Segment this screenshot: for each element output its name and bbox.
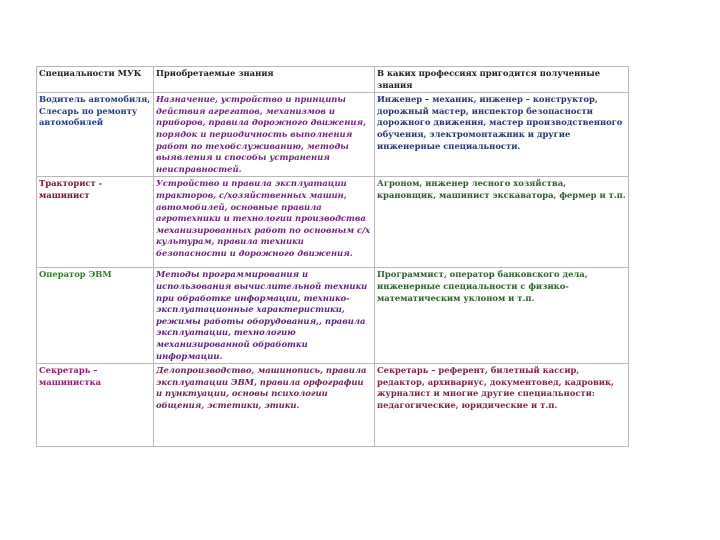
header-specialty: Специальности МУК: [37, 67, 154, 93]
table-row: [37, 268, 629, 364]
specialty-cell: Оператор ЭВМ: [37, 268, 154, 364]
header-knowledge: Приобретаемые знания: [154, 67, 375, 93]
specialty-cell: Водитель автомобиля, Слесарь по ремонту автомобилей: [37, 93, 154, 177]
professions-cell: Программист, оператор банковского дела, инженерные специальности с физико-математическим уклоном и т.п.: [375, 268, 629, 364]
specialty-cell: Секретарь – машинистка: [37, 364, 154, 447]
professions-cell: Агроном, инженер лесного хозяйства, крановщик, машинист экскаватора, фермер и т.п.: [375, 177, 629, 268]
knowledge-cell: Делопроизводство, машинопись, правила эксплуатации ЭВМ, правила орфографии и пунктуации, основы психологии общения, эстетики, этики.: [154, 364, 375, 447]
professions-cell: Инженер – механик, инженер – конструктор, дорожный мастер, инспектор безопасности дорожного движения, мастер производственного обучения, электромонтажник и другие инженерные специальности.: [375, 93, 629, 177]
knowledge-cell: Методы программирования и использования вычислительной техники при обработке информации, технико-эксплуатационные характеристики, режимы работы оборудования,, правила эксплуатации, технологию механизированной обработки информации.: [154, 268, 375, 364]
header-professions: В каких профессиях пригодится полученные знания: [375, 67, 629, 93]
table-row: [37, 364, 629, 447]
professions-table: [36, 66, 629, 447]
knowledge-cell: Назначение, устройство и принципы действия агрегатов, механизмов и приборов, правила дорожного движения, порядок и периодичность выполнения работ по техобслуживанию, методы выявления и способы устранения неисправностей.: [154, 93, 375, 177]
table-row: [37, 177, 629, 268]
table-header-row: [37, 67, 629, 93]
knowledge-cell: Устройство и правила эксплуатации тракторов, с/хозяйственных машин, автомобилей, основные правила агротехники и технологии производства механизированных работ по основным с/х культурам, правила техники безопасности и дорожного движения.: [154, 177, 375, 268]
table-row: [37, 93, 629, 177]
specialty-cell: Тракторист - машинист: [37, 177, 154, 268]
professions-cell: Секретарь – референт, билетный кассир, редактор, архивариус, документовед, кадровик, журналист и многие другие специальности: педагогические, юридические и т.п.: [375, 364, 629, 447]
